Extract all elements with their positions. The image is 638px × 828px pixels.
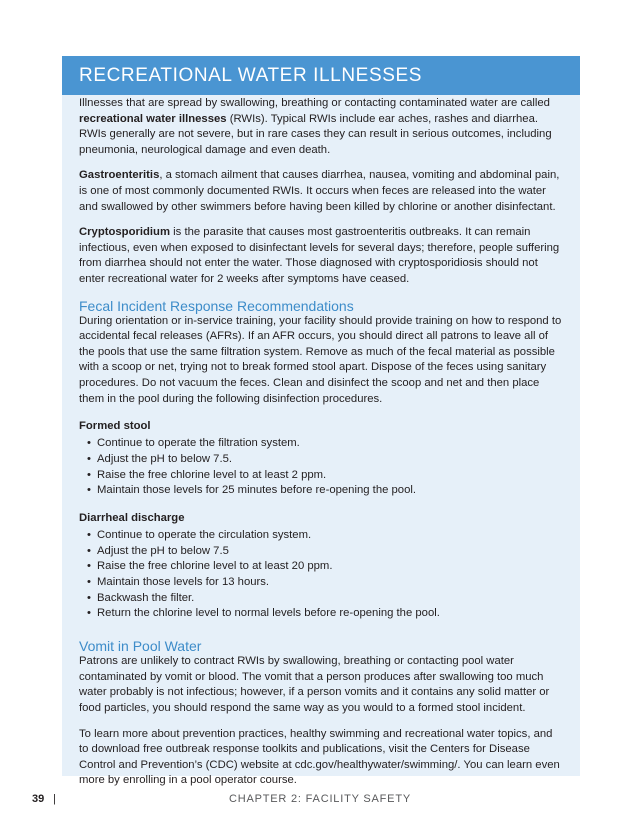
list-item: • Adjust the pH to below 7.5 [87, 544, 565, 560]
list-item: • Continue to operate the circulation system. [87, 528, 565, 544]
footer-separator: | [53, 793, 56, 805]
bullet-icon: • [87, 560, 91, 573]
chapter-label: CHAPTER 2: FACILITY SAFETY [229, 793, 411, 805]
list-item: • Maintain those levels for 25 minutes before re-opening the pool. [87, 483, 565, 499]
bullet-icon: • [87, 528, 91, 541]
bullet-icon: • [87, 607, 91, 620]
rwi-term: recreational water illnesses [79, 112, 227, 125]
gastroenteritis-paragraph [79, 168, 565, 215]
page-number: 39 [32, 793, 45, 805]
vomit-heading: Vomit in Pool Water [79, 638, 202, 655]
gastroenteritis-text: , a stomach ailment that causes diarrhea, nausea, vomiting and abdominal pain, is one of most commonly documented RWIs. It occurs when feces are released into the water and swallowed by other swimmers before having been killed by chlorine or another disinfectant. [79, 169, 560, 213]
list-item: • Return the chlorine level to normal levels before re-opening the pool. [87, 606, 565, 622]
list-item: • Maintain those levels for 13 hours. [87, 575, 565, 591]
list-item: • Continue to operate the filtration system. [87, 436, 565, 452]
list-item: • Raise the free chlorine level to at least 2 ppm. [87, 468, 565, 484]
intro-paragraph [79, 96, 565, 158]
formed-stool-list [87, 436, 565, 499]
list-item: • Raise the free chlorine level to at least 20 ppm. [87, 559, 565, 575]
fecal-paragraph: During orientation or in-service training, your facility should provide training on how to respond to accidental fecal releases (AFRs). If an AFR occurs, you should direct all patrons to leave all of the pools that use the same filtration system. Remove as much of the fecal material as possible with a scoop or net, trying not to break formed stool apart. Dispose of the feces using sanitary procedures. Do not vacuum the feces. Clean and disinfect the scoop and net and then place them in the pool during the following disinfection procedures. [79, 314, 562, 405]
gastroenteritis-term: Gastroenteritis [79, 169, 160, 182]
fecal-heading: Fecal Incident Response Recommendations [79, 297, 354, 314]
bullet-icon: • [87, 468, 91, 481]
bullet-icon: • [87, 591, 91, 604]
panel-content [79, 96, 565, 799]
diarrheal-heading: Diarrheal discharge [79, 511, 185, 524]
intro-text-cont: (RWIs). Typical RWIs include ear aches, rashes and diarrhea. RWIs generally are not severe, but in rare cases they can result in serious outcomes, including pneumonia, neurological damage and even death. [79, 112, 552, 156]
bullet-icon: • [87, 576, 91, 589]
bullet-icon: • [87, 544, 91, 557]
bullet-icon: • [87, 452, 91, 465]
banner-title: RECREATIONAL WATER ILLNESSES [79, 65, 423, 86]
learn-more-paragraph: To learn more about prevention practices, healthy swimming and recreational water topics, and to download free outbreak response toolkits and publications, visit the Centers for Disease Control and Prevention’s (CDC) website at cdc.gov/healthywater/swimming/. You can learn even more by enrolling in a pool operator course. [79, 727, 560, 787]
vomit-paragraph: Patrons are unlikely to contract RWIs by swallowing, breathing or contacting pool water contaminated by vomit or blood. The vomit that a person produces after swallowing too much water probably is not infectious; however, if a person vomits and it contains any solid matter or food particles, you should respond the same way as you would to a formed stool incident. [79, 655, 550, 714]
cryptosporidium-text: is the parasite that causes most gastroenteritis outbreaks. It can remain infectious, even when exposed to disinfectant levels for several days; therefore, people suffering from diarrhea should not enter the water. Those diagnosed with cryptosporidiosis should not enter recreational water for 2 weeks after symptoms have ceased. [79, 226, 560, 285]
formed-stool-heading: Formed stool [79, 420, 151, 433]
list-item: • Adjust the pH to below 7.5. [87, 452, 565, 468]
cryptosporidium-paragraph [79, 225, 565, 287]
section-banner [62, 56, 580, 95]
cryptosporidium-term: Cryptosporidium [79, 226, 171, 239]
bullet-icon: • [87, 484, 91, 497]
intro-text: Illnesses that are spread by swallowing, breathing or contacting contaminated water are called [79, 97, 550, 109]
diarrheal-list [87, 528, 565, 622]
bullet-icon: • [87, 437, 91, 450]
list-item: • Backwash the filter. [87, 591, 565, 607]
